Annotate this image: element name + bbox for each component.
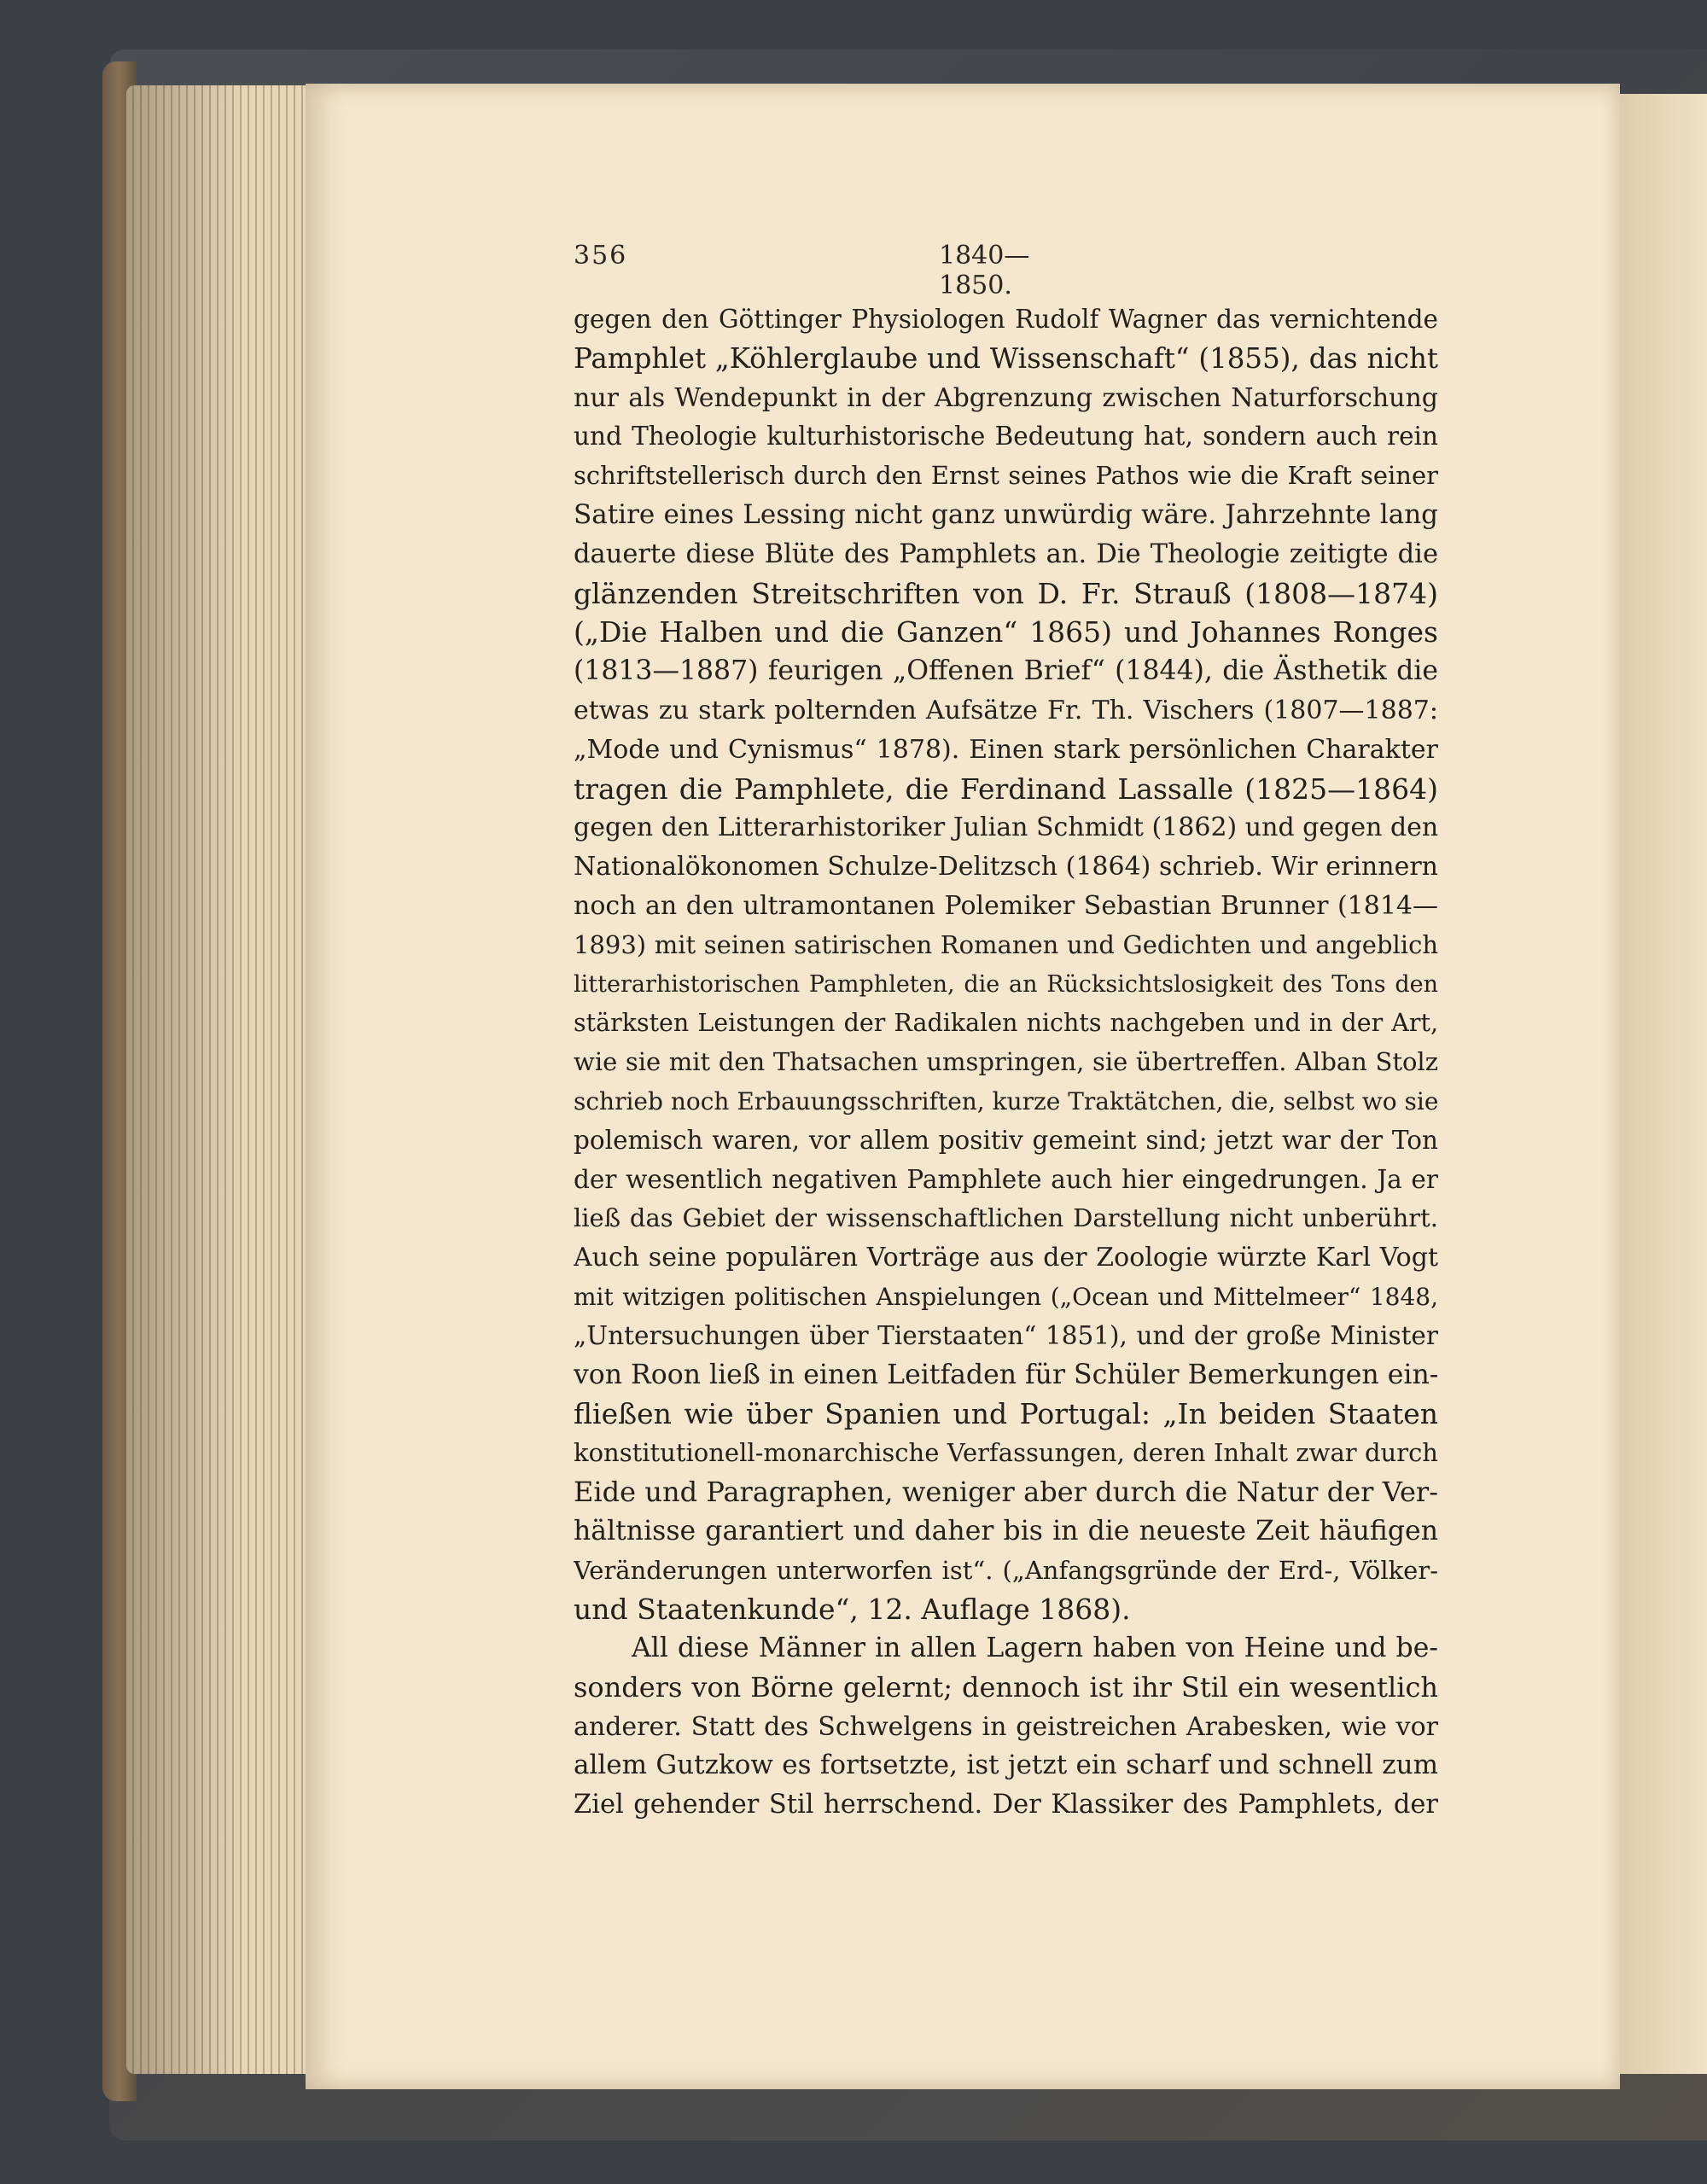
text-line: Pamphlet „Köhlerglaube und Wissenschaft“ (1855), das nicht	[574, 341, 1438, 375]
text-line: „Mode und Cynismus“ 1878). Einen stark persönlichen Charakter	[574, 734, 1438, 765]
text-line: sonders von Börne gelernt; dennoch ist ihr Stil ein wesentlich	[574, 1670, 1438, 1704]
text-line: All diese Männer in allen Lagern haben von Heine und be-	[632, 1633, 1438, 1664]
facing-page-edge	[1605, 94, 1707, 2074]
text-line: litterarhistorischen Pamphleten, die an Rücksichtslosigkeit des Tons den	[574, 970, 1438, 998]
text-line: schrieb noch Erbauungsschriften, kurze Traktätchen, die, selbst wo sie	[574, 1086, 1438, 1115]
text-line: nur als Wendepunkt in der Abgrenzung zwischen Naturforschung	[574, 382, 1438, 413]
text-line: ließ das Gebiet der wissenschaftlichen Darstellung nicht unberührt.	[574, 1203, 1438, 1233]
text-line: glänzenden Streitschriften von D. Fr. Strauß (1808—1874)	[574, 576, 1438, 610]
text-line: Ziel gehender Stil herrschend. Der Klassiker des Pamphlets, der	[574, 1790, 1438, 1820]
text-line: polemisch waren, vor allem positiv gemeint sind; jetzt war der Ton	[574, 1125, 1438, 1155]
text-line: noch an den ultramontanen Polemiker Sebastian Brunner (1814—	[574, 890, 1438, 921]
running-title: 1840—1850.	[939, 241, 1030, 300]
text-line: und Theologie kulturhistorische Bedeutung hat, sondern auch rein	[574, 422, 1438, 451]
text-line: fließen wie über Spanien und Portugal: „In beiden Staaten	[574, 1397, 1438, 1431]
text-line: mit witzigen politischen Anspielungen („Ocean und Mittelmeer“ 1848,	[574, 1282, 1438, 1311]
text-line: etwas zu stark polternden Aufsätze Fr. Th. Vischers (1807—1887:	[574, 695, 1438, 725]
text-line: „Untersuchungen über Tierstaaten“ 1851), und der große Minister	[574, 1320, 1438, 1350]
text-line: gegen den Göttinger Physiologen Rudolf Wagner das vernichtende	[574, 305, 1438, 334]
text-line: („Die Halben und die Ganzen“ 1865) und Johannes Ronges	[574, 615, 1438, 649]
text-line: Auch seine populären Vorträge aus der Zoologie würzte Karl Vogt	[574, 1243, 1438, 1273]
page-body-text	[574, 300, 1438, 1825]
text-line: schriftstellerisch durch den Ernst seines Pathos wie die Kraft seiner	[574, 461, 1438, 491]
text-line: Veränderungen unterworfen ist“. („Anfangsgründe der Erd-, Völker-	[574, 1555, 1438, 1585]
text-line: und Staatenkunde“, 12. Auflage 1868).	[574, 1593, 1131, 1627]
text-line: von Roon ließ in einen Leitfaden für Schüler Bemerkungen ein-	[574, 1359, 1438, 1390]
text-line: Nationalökonomen Schulze-Delitzsch (1864) schrieb. Wir erinnern	[574, 852, 1438, 882]
text-line: anderer. Statt des Schwelgens in geistreichen Arabesken, wie vor	[574, 1711, 1438, 1742]
text-line: tragen die Pamphlete, die Ferdinand Lassalle (1825—1864)	[574, 772, 1438, 806]
text-line: allem Gutzkow es fortsetzte, ist jetzt ein scharf und schnell zum	[574, 1750, 1438, 1781]
text-line: hältnisse garantiert und daher bis in die neueste Zeit häufigen	[574, 1515, 1438, 1546]
text-line: dauerte diese Blüte des Pamphlets an. Die Theologie zeitigte die	[574, 539, 1438, 569]
text-line: stärksten Leistungen der Radikalen nichts nachgeben und in der Art,	[574, 1009, 1438, 1038]
text-line: 1893) mit seinen satirischen Romanen und Gedichten und angeblich	[574, 929, 1438, 959]
page-header	[574, 241, 1086, 300]
text-line: Eide und Paragraphen, weniger aber durch die Natur der Ver-	[574, 1475, 1438, 1508]
text-line: Satire eines Lessing nicht ganz unwürdig wäre. Jahrzehnte lang	[574, 498, 1438, 530]
page-number: 356	[574, 241, 628, 271]
page-edges-shadow	[126, 85, 323, 2074]
text-line: gegen den Litterarhistoriker Julian Schmidt (1862) und gegen den	[574, 812, 1438, 843]
text-line: (1813—1887) feurigen „Offenen Brief“ (1844), die Ästhetik die	[574, 655, 1438, 687]
text-line: wie sie mit den Thatsachen umspringen, sie übertreffen. Alban Stolz	[574, 1047, 1438, 1077]
text-line: der wesentlich negativen Pamphlete auch hier eingedrungen. Ja er	[574, 1164, 1438, 1194]
text-line: konstitutionell-monarchische Verfassungen, deren Inhalt zwar durch	[574, 1438, 1438, 1468]
